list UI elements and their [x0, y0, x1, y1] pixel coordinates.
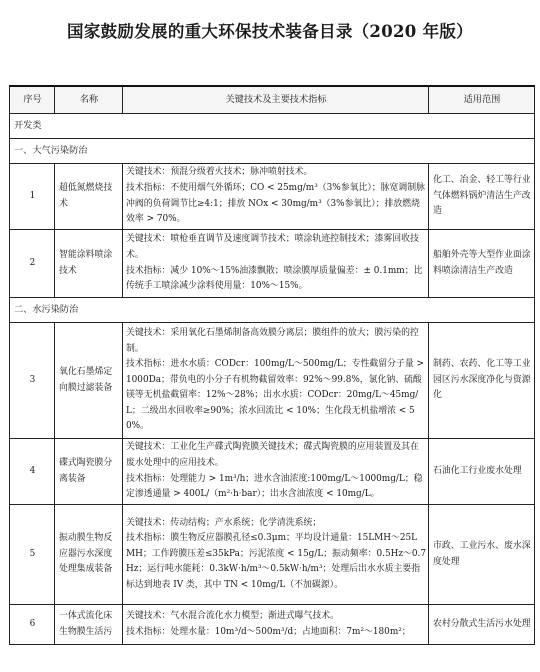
row-name: 一体式流化床生物膜生活污 — [55, 605, 123, 645]
key-tech-text: 关键技术：工业化生产碟式陶瓷膜关键技术；碟式陶瓷膜的应用装置及其在废水处理中的应用技术。 — [126, 442, 419, 468]
tech-indicator-text: 技术指标：不使用烟气外循环；CO < 25mg/m³（3%参氧比）；脉宽调制脉冲阀的负荷调节比≥4:1；排放 NOx < 30mg/m³（3%参氧比）；排放燃烧效率 > 70%。 — [126, 182, 426, 225]
row-name: 碟式陶瓷膜分离装备 — [55, 439, 123, 505]
row-scope: 船舶外壳等大型作业面涂料喷涂清洁生产改造 — [429, 230, 535, 298]
row-number: 2 — [10, 230, 55, 298]
row-number: 6 — [10, 605, 55, 645]
table-row — [10, 164, 535, 230]
header-key-tech: 关键技术及主要技术指标 — [123, 86, 429, 114]
key-tech-text: 关键技术：预混分级着火技术；脉冲喷射技术。 — [126, 167, 313, 178]
row-scope: 制药、农药、化工等工业园区污水深度净化与资源化 — [429, 323, 535, 439]
row-tech — [123, 439, 429, 505]
header-number: 序号 — [10, 86, 55, 114]
document-title: 国家鼓励发展的重大环保技术装备目录（2020 年版） — [67, 22, 473, 41]
row-number: 1 — [10, 164, 55, 230]
tech-indicator-text: 技术指标：处理能力 > 1m³/h；进水含油浓度:100mg/L～1000mg/L；稳定渗透通量 > 400L/（m²·h·bar）；出水含油浓度 < 10mg/L。 — [126, 473, 423, 500]
row-scope: 石油化工行业废水处理 — [429, 439, 535, 505]
header-name: 名称 — [55, 86, 123, 114]
tech-indicator-text: 技术指标：进水水质：CODcr：100mg/L～500mg/L；专性截留分子量 > 1000Da；带负电的小分子有机物截留效率：92%～99.8%，氯化钠、硫酸镁等无机盐截留率：12%～28%；出水水质：CODcr：20mg/L～45mg/L；二级出水回收率≥90%；浓水回流比 < 10%；生化段无机盐增浓 < 50%。 — [126, 359, 424, 432]
table-row — [10, 230, 535, 298]
row-tech — [123, 323, 429, 439]
row-scope: 化工、冶金、轻工等行业气体燃料锅炉清洁生产改造 — [429, 164, 535, 230]
table-row — [10, 505, 535, 605]
row-tech — [123, 230, 429, 298]
row-name: 超低氮燃烧技术 — [55, 164, 123, 230]
key-tech-text: 关键技术：气水混合流化水力模型；渐进式曝气技术。 — [126, 610, 339, 621]
key-tech-text: 关键技术：采用氧化石墨烯制备高效膜分离层；膜组件的放大；膜污染的控制。 — [126, 327, 419, 354]
section-row — [10, 298, 535, 323]
row-name: 氧化石墨烯定向膜过滤装备 — [55, 323, 123, 439]
table-row — [10, 439, 535, 505]
row-number: 3 — [10, 323, 55, 439]
tech-indicator-text: 技术指标：减少 10%～15%油漆飘散；喷涂膜厚质量偏差：± 0.1mm；比传统手工喷涂减少涂料使用量：10%～15%。 — [126, 265, 423, 292]
table-row — [10, 605, 535, 645]
row-name: 振动膜生物反应器污水深度处理集成装备 — [55, 505, 123, 605]
row-name: 智能涂料喷涂技术 — [55, 230, 123, 298]
table-header-row — [10, 86, 535, 114]
row-tech — [123, 505, 429, 605]
tech-indicator-text: 技术指标：处理水量：10m³/d～500m³/d；占地面积：7m²～180m²； — [126, 626, 411, 637]
key-tech-text: 关键技术：传动结构；产水系统；化学清洗系统； — [126, 517, 322, 528]
section-row — [10, 114, 535, 139]
table-row — [10, 323, 535, 439]
section-air: 一、大气污染防治 — [10, 139, 535, 164]
header-scope: 适用范围 — [429, 86, 535, 114]
row-number: 5 — [10, 505, 55, 605]
tech-indicator-text: 技术指标：膜生物反应器膜孔径≤0.3μm；平均设计通量：15LMH～25LMH；工作跨膜压差≤35kPa；污泥浓度 < 15g/L；振动频率：0.5Hz～0.7Hz；运行吨水能耗：0.3kW·h/m³～0.5kW·h/m³；处理后出水水质主要指标达到地表 IV 类，其中 TN < 10mg/L（不加碳源）。 — [126, 533, 427, 590]
section-row — [10, 139, 535, 164]
row-tech — [123, 164, 429, 230]
key-tech-text: 关键技术：喷枪垂直调节及速度调节技术；喷涂轨迹控制技术；漆雾回收技术。 — [126, 234, 419, 260]
section-water: 二、水污染防治 — [10, 298, 535, 323]
row-number: 4 — [10, 439, 55, 505]
section-develop: 开发类 — [10, 114, 535, 139]
equipment-catalog-table — [9, 85, 535, 645]
row-scope: 市政、工业污水、废水深度处理 — [429, 505, 535, 605]
row-scope: 农村分散式生活污水处理 — [429, 605, 535, 645]
row-tech — [123, 605, 429, 645]
